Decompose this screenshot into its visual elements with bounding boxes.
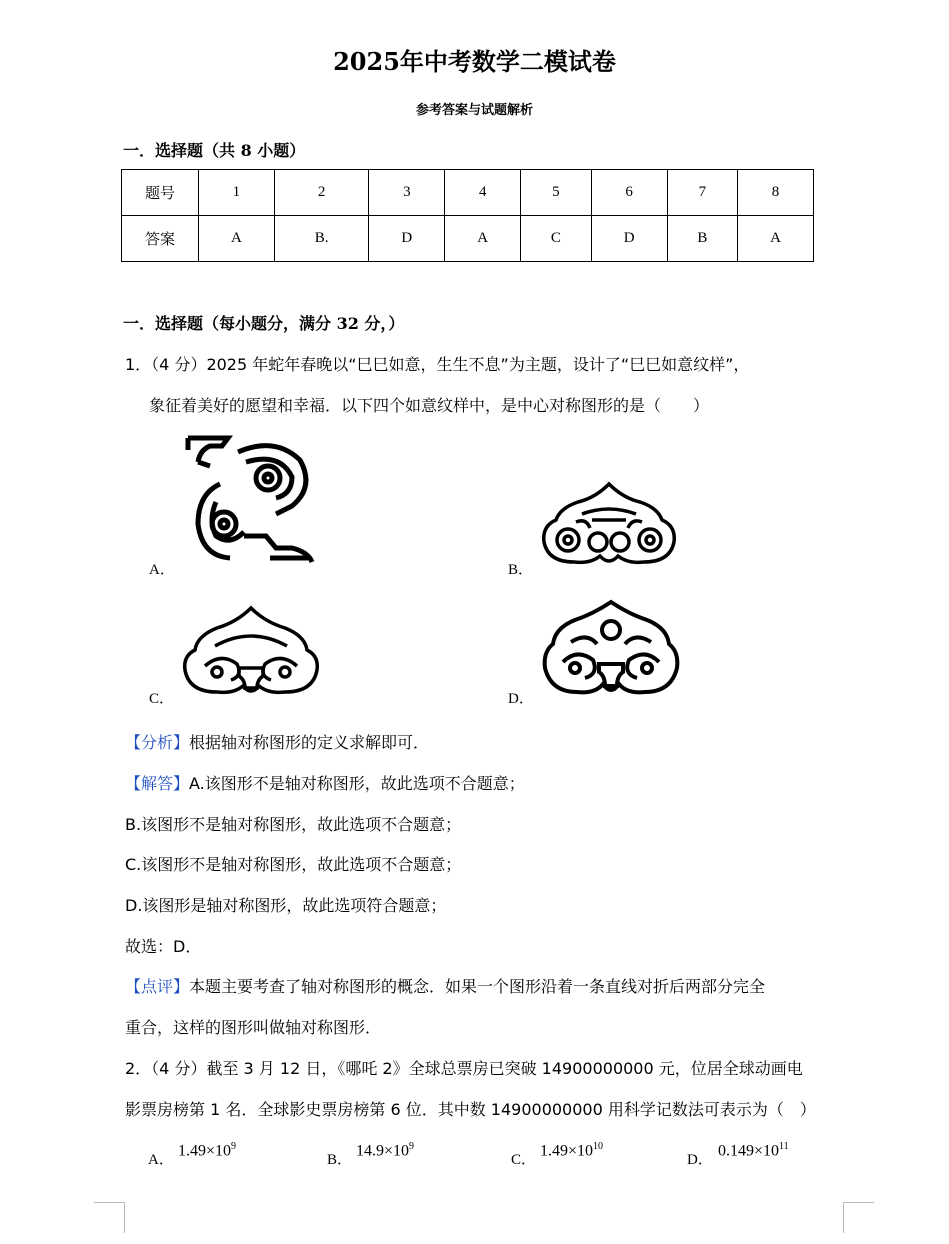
option-label: D． (687, 1152, 713, 1168)
option-label-b: B． (508, 562, 534, 578)
ruyi-pattern-b-image (540, 480, 678, 570)
table-cell: D (591, 216, 667, 262)
ruyi-pattern-d-image (541, 598, 681, 700)
table-cell: 6 (591, 170, 667, 216)
table-cell: 2 (274, 170, 369, 216)
table-cell: B. (274, 216, 369, 262)
question-text: 象征着美好的愿望和幸福．以下四个如意纹样中，是中心对称图形的是（ ） (149, 396, 710, 415)
review-line (125, 974, 765, 997)
solution-line (125, 771, 525, 794)
review-tag: 【点评】 (125, 977, 190, 996)
option-value: $0.149\times 10^{11}$ (718, 1141, 789, 1160)
option-label-a: A． (149, 562, 175, 578)
option-value: $1.49\times 10^{10}$ (540, 1141, 604, 1160)
option-label: B． (327, 1152, 353, 1168)
table-cell: 3 (369, 170, 445, 216)
option-label-c: C． (149, 691, 175, 707)
option-label: A． (148, 1152, 174, 1168)
answer-table (121, 169, 814, 262)
table-cell: 4 (445, 170, 521, 216)
question-text: 影票房榜第 1 名．全球影史票房榜第 6 位．其中数 14900000000 用科学记数法可表示为（ ） (125, 1100, 816, 1119)
ruyi-pattern-a-image (180, 432, 318, 570)
solution-tag: 【解答】 (125, 774, 190, 793)
section-heading: 一．选择题（每小题分，满分 32 分，） (123, 314, 405, 333)
table-cell: D (369, 216, 445, 262)
table-cell: A (199, 216, 275, 262)
option-value: $14.9\times 10^9$ (356, 1141, 415, 1160)
table-header-cell: 题号 (122, 170, 199, 216)
table-header-cell: 答案 (122, 216, 199, 262)
table-cell: 8 (738, 170, 814, 216)
ruyi-pattern-c-image (181, 604, 321, 700)
analysis-tag: 【分析】 (125, 733, 190, 752)
table-cell: B (667, 216, 738, 262)
solution-text-a: A.该图形不是轴对称图形，故此选项不合题意； (189, 774, 525, 793)
table-cell: 5 (521, 170, 592, 216)
option-label-d: D． (508, 691, 534, 707)
table-row-questions (122, 170, 814, 216)
question-text: 1．（4 分）2025 年蛇年春晚以“巳巳如意，生生不息”为主题，设计了“巳巳如意纹样”， (125, 355, 750, 374)
option-value: $1.49\times 10^9$ (178, 1141, 237, 1160)
review-text-cont: 重合，这样的图形叫做轴对称图形． (125, 1018, 382, 1037)
analysis-text: 根据轴对称图形的定义求解即可． (189, 733, 430, 752)
solution-text-c: C.该图形不是轴对称图形，故此选项不合题意； (125, 855, 462, 874)
table-cell: A (445, 216, 521, 262)
table-cell: C (521, 216, 592, 262)
option-label: C． (511, 1152, 537, 1168)
final-choice: 故选：D． (125, 937, 202, 956)
solution-text-b: B.该图形不是轴对称图形，故此选项不合题意； (125, 815, 462, 834)
page-title: 2025年中考数学二模试卷 (333, 47, 616, 76)
table-cell: 7 (667, 170, 738, 216)
page-subtitle: 参考答案与试题解析 (415, 103, 533, 118)
solution-text-d: D.该图形是轴对称图形，故此选项符合题意； (125, 896, 447, 915)
page-corner-mark (94, 1202, 125, 1233)
question-text: 2．（4 分）截至 3 月 12 日，《哪吒 2》全球总票房已突破 14900000000 元，位居全球动画电 (125, 1059, 803, 1078)
table-row-answers (122, 216, 814, 262)
table-cell: A (738, 216, 814, 262)
table-cell: 1 (199, 170, 275, 216)
analysis-line (125, 730, 429, 753)
review-text: 本题主要考查了轴对称图形的概念．如果一个图形沿着一条直线对折后两部分完全 (189, 977, 766, 996)
section-heading: 一．选择题（共 8 小题） (123, 141, 306, 160)
page-corner-mark (843, 1202, 874, 1233)
